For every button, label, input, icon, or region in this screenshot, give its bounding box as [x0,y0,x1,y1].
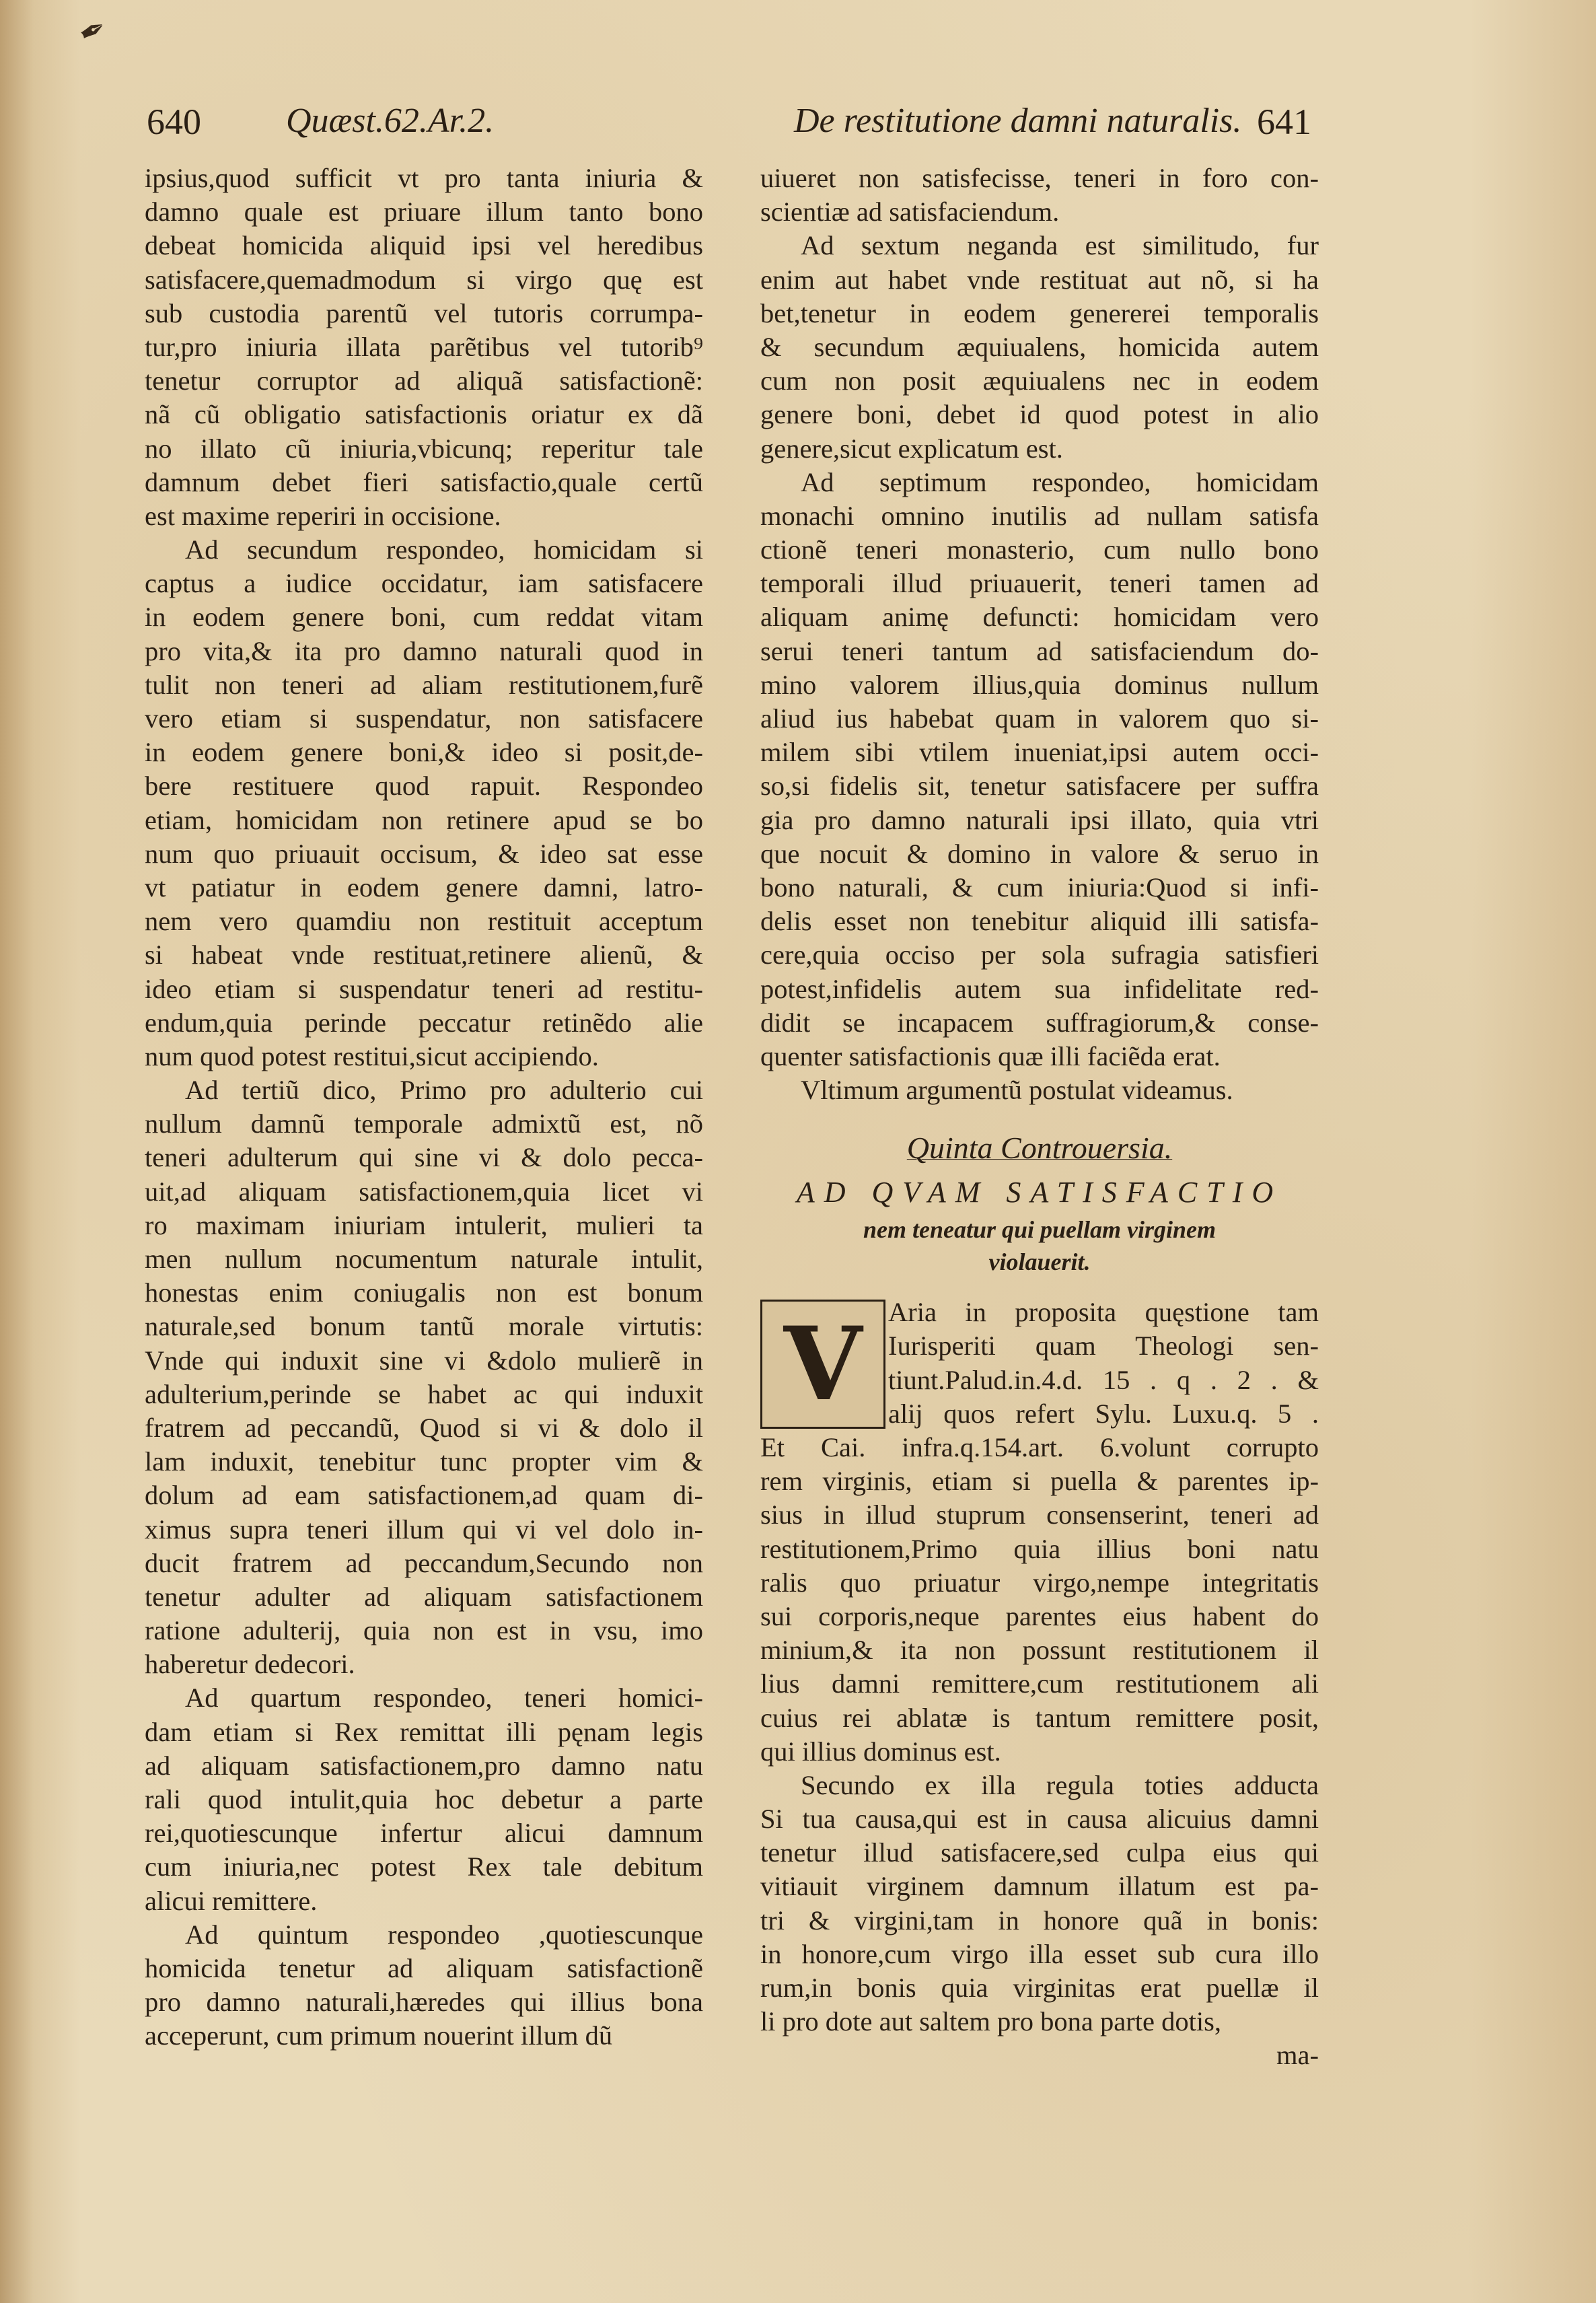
text-line: li pro dote aut saltem pro bona parte dotis, [760,2006,1221,2037]
text-line: naturale,sed bonum tantũ morale virtutis: [145,1311,703,1342]
text-line: ro maximam iniuriam intulerit, mulieri ta [145,1209,703,1240]
text-line: & secundum æquiualens, homicida autem [760,331,1319,362]
text-line: tri & virgini,tam in honore quã in bonis: [760,1905,1319,1936]
decorated-initial [760,1300,885,1429]
right-page-number: 641 [1257,102,1311,142]
text-line: Ad sextum neganda est similitudo, fur [801,230,1319,261]
text-line: uiueret non satisfecisse, teneri in foro con- [760,163,1319,193]
text-line: captus a iudice occidatur, iam satisfacere [145,568,703,599]
text-line: damnum debet fieri satisfactio,quale certũ [145,466,703,497]
text-line: Secundo ex illa regula toties adducta [801,1769,1319,1800]
left-page-number: 640 [147,102,201,142]
text-line: dolum ad eam satisfactionem,ad quam di- [145,1480,703,1511]
text-line: honestas enim coniugalis non est bonum [145,1277,703,1308]
text-line: teneri adulterum qui sine vi & dolo pecca- [145,1142,703,1173]
text-line: ducit fratrem ad peccandum,Secundo non [145,1547,703,1578]
text-line: alicui remittere. [145,1885,318,1916]
section-title: Quinta Controuersia. [906,1131,1173,1166]
text-line: in honore,cum virgo illa esset sub cura illo [760,1938,1319,1969]
decorated-initial-letter: V [783,1305,863,1424]
text-line: rali quod intulit,quia hoc debetur a parte [145,1784,703,1814]
text-line: pro damno naturali,hæredes qui illius bona [145,1987,703,2018]
text-line: dam etiam si Rex remittat illi pęnam legis [145,1716,703,1747]
text-line: etiam, homicidam non retinere apud se bo [145,804,703,835]
text-line: scientiæ ad satisfaciendum. [760,197,1060,227]
text-line: ximus supra teneri illum qui vi vel dolo in- [145,1514,703,1545]
text-line: bet,tenetur in eodem genererei temporalis [760,297,1319,328]
text-line: milem sibi vtilem inueniat,ipsi autem occi- [760,737,1319,768]
text-line: qui illius dominus est. [760,1736,1001,1767]
text-line: quenter satisfactionis quæ illi faciẽda erat. [760,1040,1221,1071]
text-line: men nullum nocumentum naturale intulit, [145,1244,703,1274]
text-line: Vnde qui induxit sine vi &dolo mulierẽ in [145,1345,703,1376]
text-line: serui teneri tantum ad satisfaciendum do- [760,635,1319,666]
text-line: ralis quo priuatur virgo,nempe integritatis [760,1567,1319,1598]
text-line: homicida tenetur ad aliquam satisfactionẽ [145,1952,703,1983]
text-line: Ad quintum respondeo ,quotiescunque [185,1919,703,1950]
text-line: ctionẽ teneri monasterio, cum nullo bono [760,534,1319,565]
text-line: restitutionem,Primo quia illius boni natu [760,1533,1319,1564]
left-running-head: Quæst.62.Ar.2. [286,102,495,140]
text-line: rei,quotiescunque infertur alicui damnum [145,1818,703,1849]
text-line: nã cũ obligatio satisfactionis oriatur ex dã [145,399,703,430]
text-line: aliud ius habebat quam in valorem quo si- [760,703,1319,734]
text-line: nem vero quamdiu non restituit acceptum [145,906,703,937]
text-line: in eodem genere boni, cum reddat vitam [145,602,703,633]
text-line: aliquam animę defuncti: homicidam vero [760,602,1319,633]
text-line: Vltimum argumentũ postulat videamus. [801,1075,1233,1106]
text-line: tenetur corruptor ad aliquã satisfactionẽ: [145,365,703,396]
text-line: Et Cai. infra.q.154.art. 6.volunt corrupto [760,1432,1319,1462]
text-line: pro vita,& ita pro damno naturali quod in [145,635,703,666]
text-line: genere boni, debet id quod potest in alio [760,399,1319,430]
text-line: est maxime reperiri in occisione. [145,500,501,531]
text-line: ratione adulterij, quia non est in vsu, imo [145,1615,703,1646]
text-line: bere restituere quod rapuit. Respondeo [145,771,703,802]
text-line: haberetur dedecori. [145,1649,355,1680]
section-subheading-2: violauerit. [988,1248,1091,1276]
text-line: Aria in proposita quęstione tam [888,1297,1319,1328]
text-line: que nocuit & domino in valore & seruo in [760,838,1319,869]
text-line: damno quale est priuare illum tanto bono [145,197,703,227]
text-line: bono naturali, & cum iniuria:Quod si infi- [760,872,1319,902]
text-line: tenetur illud satisfacere,sed culpa eius qui [760,1837,1319,1868]
text-line: lius damni remittere,cum restitutionem ali [760,1668,1319,1699]
text-line: Ad secundum respondeo, homicidam si [185,534,703,565]
text-line: gia pro damno naturali ipsi illato, quia vtri [760,804,1319,835]
text-line: tur,pro iniuria illata parẽtibus vel tutorib⁹ [145,331,703,362]
text-line: ideo etiam si suspendatur teneri ad restitu- [145,973,703,1004]
text-line: Iurisperiti quam Theologi sen- [888,1331,1319,1361]
text-line: cum iniuria,nec potest Rex tale debitum [145,1851,703,1882]
text-line: cuius rei ablatæ is tantum remittere posit, [760,1702,1319,1733]
text-line: vt patiatur in eodem genere damni, latro- [145,872,703,902]
text-line: tulit non teneri ad aliam restitutionem,furẽ [145,669,703,700]
section-subheading-1: nem teneatur qui puellam virginem [863,1216,1217,1244]
text-line: tenetur adulter ad aliquam satisfactionem [145,1581,703,1612]
text-line: Ad tertiũ dico, Primo pro adulterio cui [185,1075,703,1106]
text-line: vitiauit virginem damnum illatum est pa- [760,1871,1319,1902]
text-line: in eodem genere boni,& ideo si posit,de- [145,737,703,768]
text-line: sius in illud stuprum consenserint, teneri ad [760,1499,1319,1530]
text-line: rem virginis, etiam si puella & parentes ip- [760,1466,1319,1497]
right-column [760,162,1319,2073]
text-line: uit,ad aliquam satisfactionem,quia licet vi [145,1176,703,1207]
text-line: Si tua causa,qui est in causa alicuius damni [760,1804,1319,1835]
text-line: ad aliquam satisfactionem,pro damno natu [145,1750,703,1781]
text-line: Ad quartum respondeo, teneri homici- [185,1682,703,1713]
text-line: minium,& ita non possunt restitutionem il [760,1635,1319,1666]
text-line: adulterium,perinde se habet ac qui induxit [145,1378,703,1409]
text-line: fratrem ad peccandũ, Quod si vi & dolo il [145,1412,703,1443]
text-line: alij quos refert Sylu. Luxu.q. 5 . [888,1398,1319,1429]
text-line: sub custodia parentũ vel tutoris corrumpa- [145,297,703,328]
text-line: rum,in bonis quia virginitas erat puellæ il [760,1973,1319,2003]
text-line: si habeat vnde restituat,retinere alienũ, & [145,940,703,970]
text-line: didit se incapacem suffragiorum,& conse- [760,1007,1319,1038]
text-line: lam induxit, tenebitur tunc propter vim & [145,1446,703,1477]
text-line: enim aut habet vnde restituat aut nõ, si ha [760,264,1319,295]
text-line: nullum damnũ temporale admixtũ est, nõ [145,1108,703,1139]
text-line: potest,infidelis autem sua infidelitate red- [760,973,1319,1004]
text-line: debeat homicida aliquid ipsi vel heredibus [145,230,703,261]
catchword: ma- [1276,2040,1319,2071]
text-line: num quod potest restitui,sicut accipiendo. [145,1040,599,1071]
section-heading: AD QVAM SATISFACTIO [796,1176,1283,1209]
page-corner-mark: ✒ [73,9,114,54]
text-line: satisfacere,quemadmodum si virgo quę est [145,264,703,295]
text-line: monachi omnino inutilis ad nullam satisfa [760,500,1319,531]
text-line: mino valorem illius,quia dominus nullum [760,669,1319,700]
text-line: sui corporis,neque parentes eius habent do [760,1600,1319,1631]
right-running-head: De restitutione damni naturalis. [794,102,1242,140]
left-column [145,162,703,2053]
text-line: so,si fidelis sit, tenetur satisfacere per suffra [760,771,1319,802]
text-line: cum non posit æquiualens nec in eodem [760,365,1319,396]
text-line: delis esset non tenebitur aliquid illi satisfa- [760,906,1319,937]
text-line: temporali illud priuauerit, teneri tamen ad [760,568,1319,599]
text-line: genere,sicut explicatum est. [760,433,1063,464]
text-line: acceperunt, cum primum nouerint illum dũ [145,2020,613,2051]
text-line: Ad septimum respondeo, homicidam [801,466,1319,497]
text-line: endum,quia perinde peccatur retinẽdo alie [145,1007,703,1038]
text-line: num quo priuauit occisum, & ideo sat esse [145,838,703,869]
text-line: tiunt.Palud.in.4.d. 15 . q . 2 . & [888,1364,1319,1395]
dropcap-paragraph [760,1296,1319,1431]
text-line: cere,quia occiso per sola sufragia satisfieri [760,940,1319,970]
text-line: ipsius,quod sufficit vt pro tanta iniuria & [145,163,703,193]
text-line: vero etiam si suspendatur, non satisfacere [145,703,703,734]
text-line: no illato cũ iniuria,vbicunq; reperitur tale [145,433,703,464]
